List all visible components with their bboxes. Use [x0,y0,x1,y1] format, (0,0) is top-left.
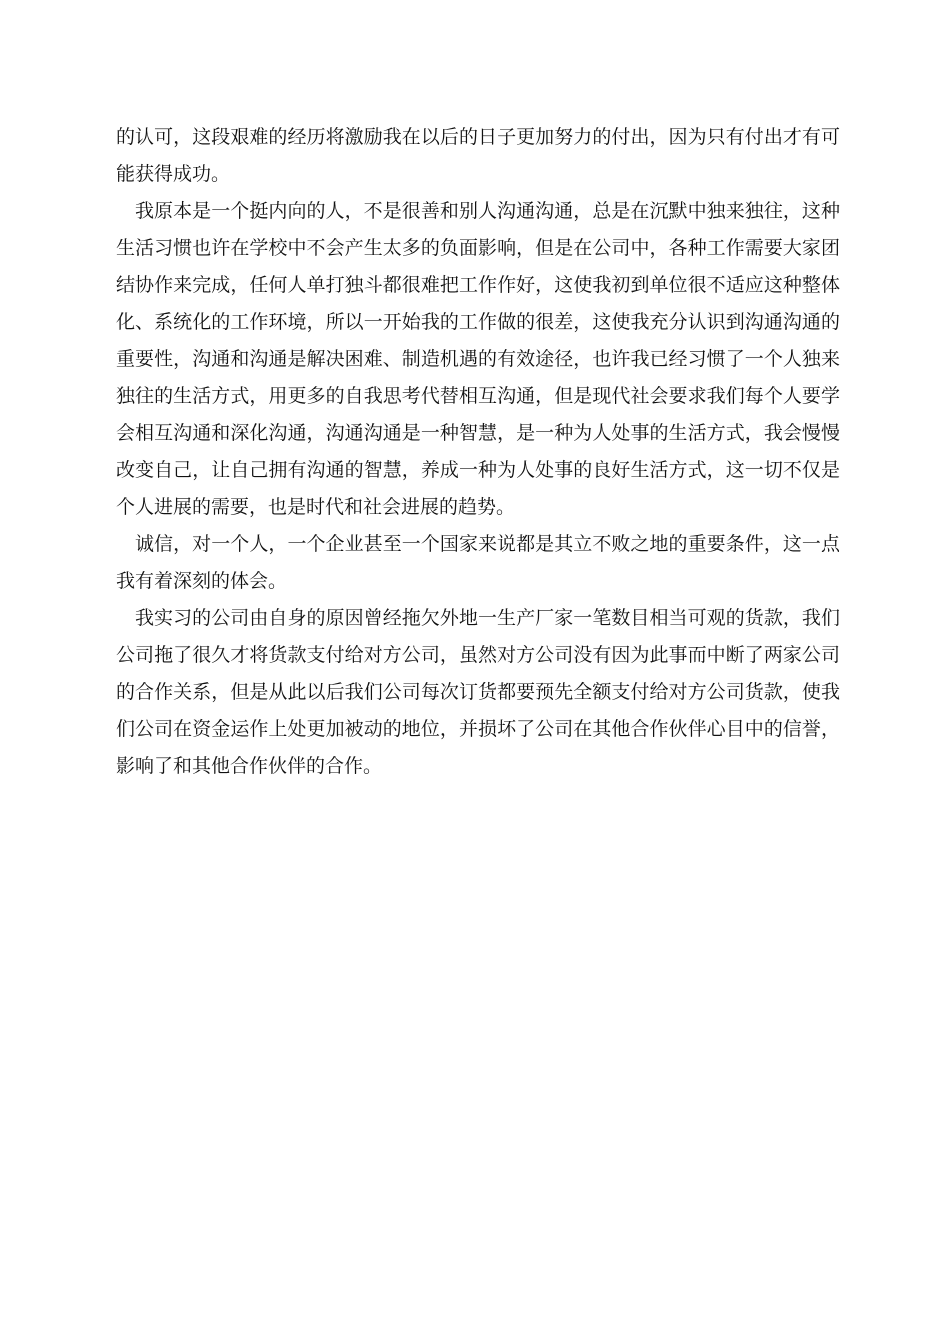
paragraph-communication: 我原本是一个挺内向的人，不是很善和别人沟通沟通，总是在沉默中独来独往，这种生活习惯也许在学校中不会产生太多的负面影响，但是在公司中，各种工作需要大家团结协作来完成，任何人单打独斗都很难把工作作好，这使我初到单位很不适应这种整体化、系统化的工作环境，所以一开始我的工作做的很差，这使我充分认识到沟通沟通的重要性，沟通和沟通是解决困难、制造机遇的有效途径，也许我已经习惯了一个人独来独往的生活方式，用更多的自我思考代替相互沟通，但是现代社会要求我们每个人要学会相互沟通和深化沟通，沟通沟通是一种智慧，是一种为人处事的生活方式，我会慢慢改变自己，让自己拥有沟通的智慧，养成一种为人处事的良好生活方式，这一切不仅是个人进展的需要，也是时代和社会进展的趋势。 [116,200,840,518]
document-body [116,119,840,785]
paragraph-continuation: 的认可，这段艰难的经历将激励我在以后的日子更加努力的付出，因为只有付出才有可能获得成功。 [116,126,840,185]
paragraph-internship-company: 我实习的公司由自身的原因曾经拖欠外地一生产厂家一笔数目相当可观的货款，我们公司拖了很久才将货款支付给对方公司，虽然对方公司没有因为此事而中断了两家公司的合作关系，但是从此以后我们公司每次订货都要预先全额支付给对方公司货款，使我们公司在资金运作上处更加被动的地位，并损坏了公司在其他合作伙伴心目中的信誉，影响了和其他合作伙伴的合作。 [116,607,840,777]
paragraph-integrity: 诚信，对一个人，一个企业甚至一个国家来说都是其立不败之地的重要条件，这一点我有着深刻的体会。 [116,533,840,592]
